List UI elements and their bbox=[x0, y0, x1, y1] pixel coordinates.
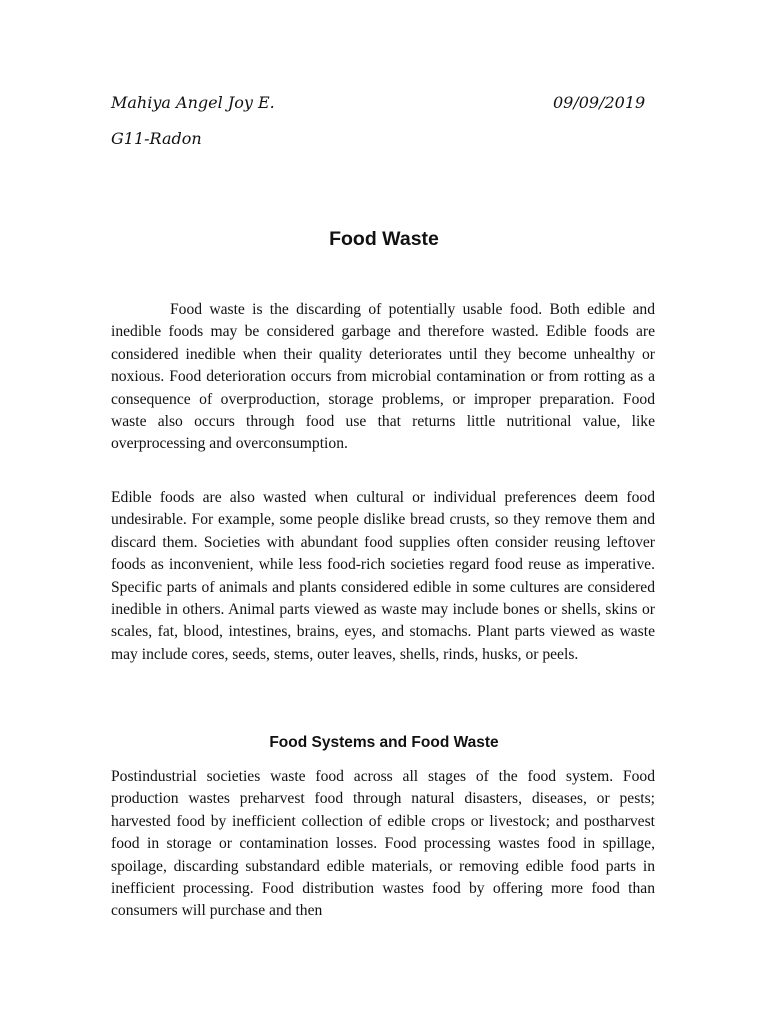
paragraph-definition: Food waste is the discarding of potentially usable food. Both edible and inedible foods may be considered garbage and therefore wasted. Edible foods are considered inedible when their quality deteriorates until they become unhealthy or noxious. Food deterioration occurs from microbial contamination or from rotting as a consequence of overproduction, storage problems, or improper preparation. Food waste also occurs through food use that returns little nutritional value, like overprocessing and overconsumption. bbox=[111, 301, 655, 453]
paragraph-food-systems: Postindustrial societies waste food across all stages of the food system. Food production wastes preharvest food through natural disasters, diseases, or pests; harvested food by inefficient collection of edible crops or livestock; and postharvest food in storage or contamination losses. Food processing wastes food in spillage, spoilage, discarding substandard edible materials, or removing edible food parts in inefficient processing. Food distribution wastes food by offering more food than consumers will purchase and then bbox=[111, 768, 655, 920]
class-section: G11-Radon bbox=[111, 129, 202, 148]
document-date: 09/09/2019 bbox=[553, 93, 646, 112]
paragraph-cultural-preferences: Edible foods are also wasted when cultural or individual preferences deem food undesirable. For example, some people dislike bread crusts, so they remove them and discard them. Societies with abundant food supplies often consider reusing leftover foods as inconvenient, while less food-rich societies regard food reuse as imperative. Specific parts of animals and plants considered edible in some cultures are considered inedible in others. Animal parts viewed as waste may include bones or shells, skins or scales, fat, blood, intestines, brains, eyes, and stomachs. Plant parts viewed as waste may include cores, seeds, stems, outer leaves, shells, rinds, husks, or peels. bbox=[111, 489, 655, 663]
author-name: Mahiya Angel Joy E. bbox=[111, 93, 275, 112]
section-heading: Food Systems and Food Waste bbox=[269, 734, 499, 751]
document-title: Food Waste bbox=[329, 228, 439, 250]
